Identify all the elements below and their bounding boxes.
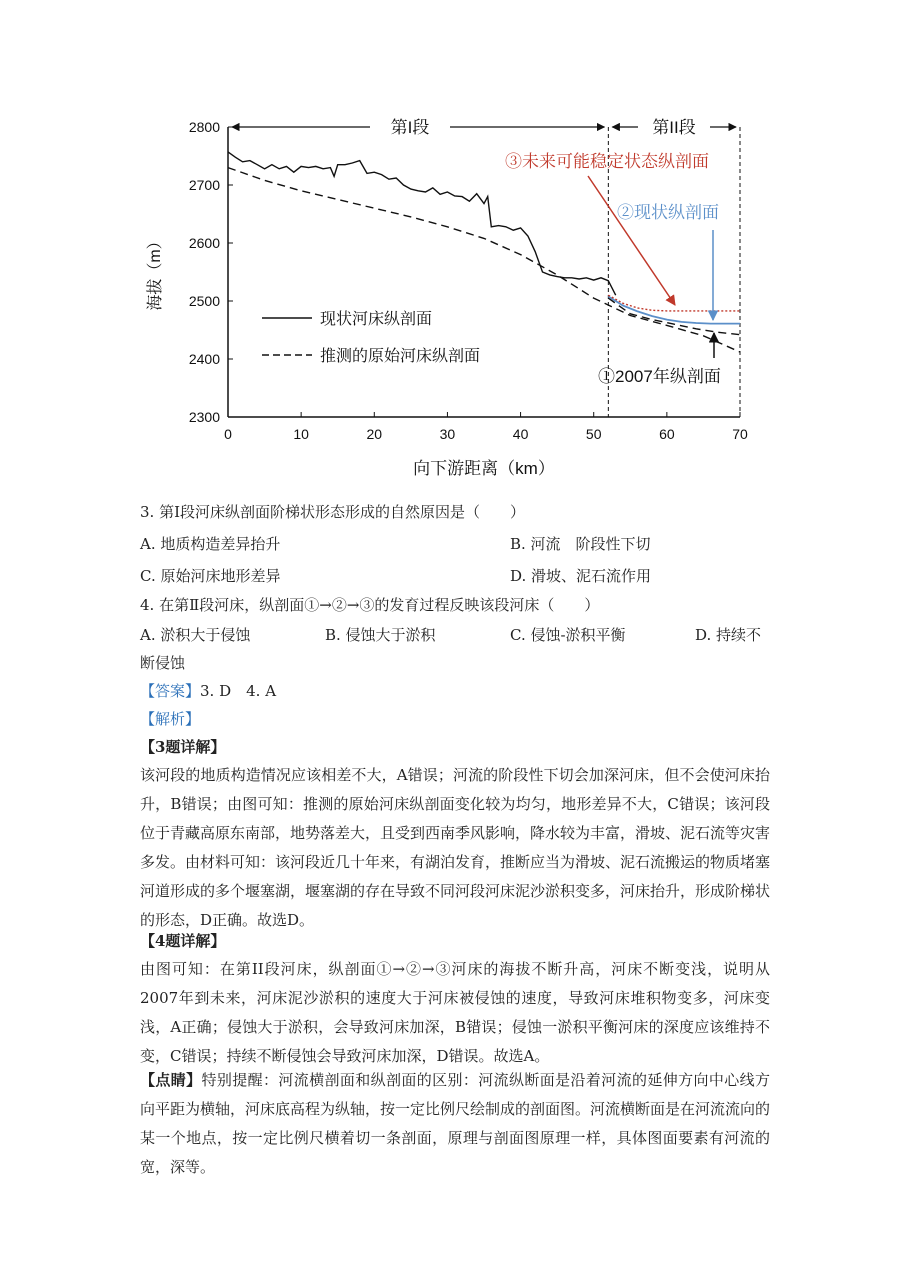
river-profile-chart [140, 100, 780, 490]
q3-detail-text: 该河段的地质构造情况应该相差不大，A错误；河流的阶段性下切会加深河床，但不会使河床抬升，B错误；由图可知：推测的原始河床纵剖面变化较为均匀，地形差异不大，C错误；该河段位于青藏高原东南部，地势落差大，且受到西南季风影响，降水较为丰富，滑坡、泥石流等灾害多发。由材料可知：该河段近几十年来，有湖泊发育，推断应当为滑坡、泥石流搬运的物质堵塞河道形成的多个堰塞湖，堰塞湖的存在导致不同河段河床泥沙淤积变多，河床抬升，形成阶梯状的形态，D正确。故选D。 [140, 766, 771, 929]
section1-label: 第I段 [390, 118, 430, 137]
q3-option-d: D. 滑坡、泥石流作用 [510, 567, 652, 585]
answer-line [140, 677, 276, 705]
x-tick-label: 50 [585, 426, 602, 442]
x-tick-label: 40 [512, 426, 529, 442]
answer-text: 3. D 4. A [200, 682, 277, 700]
x-tick-label: 20 [366, 426, 383, 442]
q3-option-a: A. 地质构造差异抬升 [140, 535, 281, 553]
y-tick-label: 2400 [188, 351, 220, 367]
q4-stem: 4. 在第Ⅱ段河床，纵剖面①→②→③的发育过程反映该段河床（ ） [140, 596, 600, 614]
y-tick-label: 2300 [188, 409, 220, 425]
tip-text: 特别提醒：河流横剖面和纵剖面的区别：河流纵断面是沿着河流的延伸方向中心线方向平距为横轴，河床底高程为纵轴，按一定比例尺绘制成的剖面图。河流横断面是在河流流向的某一个地点，按一定比例尺横着切一条剖面，原理与剖面图原理一样，具体图面要素有河流的宽，深等。 [140, 1071, 771, 1176]
y-axis-title: 海拔（m） [147, 233, 164, 311]
legend-solid-label: 现状河床纵剖面 [320, 311, 433, 328]
q4-detail-title: 【4题详解】 [140, 932, 226, 950]
analysis-tag: 【解析】 [140, 710, 201, 728]
y-tick-label: 2800 [188, 119, 220, 135]
annotation-future-arrow [588, 176, 675, 305]
x-tick-label: 60 [659, 426, 675, 442]
section2-label: 第II段 [652, 118, 696, 137]
series-current-riverbed [228, 152, 616, 295]
q3-option-c: C. 原始河床地形差异 [140, 567, 281, 585]
q3-option-b: B. 河流 阶段性下切 [510, 535, 651, 553]
series-current-profile [608, 296, 740, 323]
q3-stem: 3. 第Ⅰ段河床纵剖面阶梯状形态形成的自然原因是（ ） [140, 503, 526, 521]
series-original-riverbed [228, 168, 740, 352]
q3-detail-title: 【3题详解】 [140, 738, 226, 756]
y-tick-label: 2500 [188, 293, 220, 309]
tip-paragraph [140, 1066, 770, 1182]
q4-option-d: D. 持续不 [695, 626, 762, 644]
x-tick-label: 10 [293, 426, 309, 442]
q4-option-d-continued: 断侵蚀 [140, 654, 186, 672]
q4-option-a: A. 淤积大于侵蚀 [140, 626, 251, 644]
q4-option-b: B. 侵蚀大于淤积 [325, 626, 436, 644]
x-tick-label: 70 [732, 426, 748, 442]
annotation-2007: ①2007年纵剖面 [598, 367, 721, 386]
annotation-current: ②现状纵剖面 [617, 203, 719, 222]
y-tick-label: 2600 [188, 235, 220, 251]
tip-tag: 【点睛】 [140, 1071, 202, 1089]
x-tick-label: 0 [224, 426, 232, 442]
x-axis-title: 向下游距离（km） [413, 459, 555, 478]
y-tick-label: 2700 [188, 177, 220, 193]
x-tick-label: 30 [439, 426, 456, 442]
legend-dashed-label: 推测的原始河床纵剖面 [320, 348, 481, 365]
annotation-future: ③未来可能稳定状态纵剖面 [505, 152, 709, 171]
q4-detail-text: 由图可知：在第II段河床，纵剖面①→②→③河床的海拔不断升高，河床不断变浅，说明从2007年到未来，河床泥沙淤积的速度大于河床被侵蚀的速度，导致河床堆积物变多，河床变浅，A正确；侵蚀大于淤积，会导致河床加深，B错误；侵蚀一淤积平衡河床的深度应该维持不变，C错误；持续不断侵蚀会导致河床加深，D错误。故选A。 [140, 960, 770, 1065]
answer-tag: 【答案】 [140, 682, 201, 700]
q4-option-c: C. 侵蚀-淤积平衡 [510, 626, 626, 644]
